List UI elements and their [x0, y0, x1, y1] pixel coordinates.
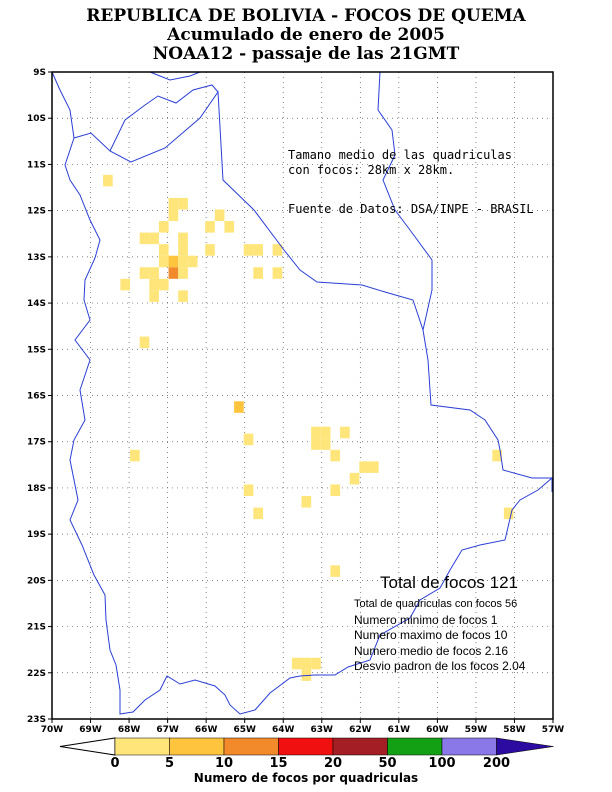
- fire-cell: [149, 279, 159, 291]
- fire-cell: [188, 256, 198, 268]
- lon-tick-label: 67W: [156, 725, 179, 735]
- fire-cell: [253, 267, 263, 279]
- fire-cell: [178, 233, 188, 245]
- colorbar-swatch: [388, 738, 443, 755]
- colorbar-swatch: [442, 738, 497, 755]
- colorbar-label: 0: [110, 756, 120, 771]
- data-source-note: Fuente de Datos: DSA/INPE - BRASIL: [288, 202, 534, 216]
- fire-cell: [244, 484, 254, 496]
- colorbar-label: 200: [482, 756, 511, 771]
- fire-cell: [253, 508, 263, 520]
- fire-cell: [330, 484, 340, 496]
- stats-total: Total de focos 121: [380, 573, 518, 592]
- lat-tick-label: 9S: [33, 68, 46, 78]
- fire-cell: [159, 221, 169, 233]
- lon-tick-label: 63W: [310, 725, 333, 735]
- lon-tick-label: 57W: [541, 725, 565, 735]
- fire-cell: [120, 279, 130, 291]
- lon-tick-label: 58W: [503, 725, 526, 735]
- fire-cell: [321, 438, 331, 450]
- lat-tick-label: 20S: [26, 576, 46, 587]
- fire-cell: [178, 198, 188, 210]
- stats-min: Numero minimo de focos 1: [354, 612, 498, 627]
- fire-cell: [359, 461, 369, 473]
- lat-tick-label: 11S: [26, 160, 46, 171]
- fire-cell: [178, 290, 188, 302]
- grid-size-note-line1: Tamano medio de las quadriculas: [288, 148, 512, 162]
- colorbar-swatch: [224, 738, 279, 755]
- lat-tick-label: 18S: [26, 483, 46, 494]
- fire-cell: [311, 427, 321, 439]
- stats-cells: Total de quadriculas con focos 56: [354, 598, 518, 610]
- grid-size-note-line2: con focos: 28km x 28km.: [288, 163, 455, 177]
- lat-tick-label: 21S: [26, 622, 46, 633]
- fire-cell: [159, 244, 169, 256]
- peru-brazil-border: [52, 72, 74, 138]
- fire-cell: [205, 221, 215, 233]
- fire-cell: [244, 434, 254, 446]
- fire-cell: [140, 267, 150, 279]
- map-satellite-pass: NOAA12 - passaje de las 21GMT: [152, 44, 460, 64]
- fire-cell: [234, 401, 244, 413]
- lat-tick-label: 16S: [26, 391, 46, 402]
- stats-details: [354, 597, 525, 675]
- fire-cell: [159, 256, 169, 268]
- fire-cell: [311, 438, 321, 450]
- lon-tick-label: 65W: [233, 725, 256, 735]
- fire-cell: [178, 267, 188, 279]
- colorbar-min-arrow: [60, 738, 115, 755]
- lat-tick-label: 23S: [26, 715, 46, 725]
- lat-tick-label: 19S: [26, 530, 46, 541]
- fire-cell: [178, 244, 188, 256]
- lat-tick-label: 13S: [26, 252, 46, 263]
- lon-tick-label: 60W: [426, 725, 449, 735]
- lat-tick-label: 14S: [26, 299, 46, 310]
- colorbar-label: 10: [214, 756, 234, 771]
- colorbar-swatch: [170, 738, 225, 755]
- colorbar-label: 50: [378, 756, 397, 771]
- colorbar-label: 5: [164, 756, 175, 771]
- colorbar-swatch: [115, 738, 170, 755]
- fire-cell: [169, 209, 179, 221]
- fire-cell: [350, 473, 360, 485]
- colorbar-swatch: [333, 738, 388, 755]
- lon-tick-label: 69W: [79, 725, 102, 735]
- lon-tick-label: 61W: [387, 725, 411, 735]
- fire-cell: [178, 256, 188, 268]
- fire-cell: [205, 244, 215, 256]
- lat-tick-label: 15S: [26, 345, 46, 356]
- fire-cell: [369, 461, 379, 473]
- fire-cell: [302, 658, 312, 670]
- fire-cell: [159, 279, 169, 291]
- lon-tick-label: 64W: [272, 725, 295, 735]
- fire-cell: [273, 267, 283, 279]
- fire-cell: [224, 221, 234, 233]
- lat-tick-label: 17S: [26, 437, 46, 448]
- colorbar-label: 15: [269, 756, 288, 771]
- fire-cell: [340, 427, 350, 439]
- map-title: REPUBLICA DE BOLIVIA - FOCOS DE QUEMA: [86, 6, 526, 26]
- stats-max: Numero maximo de focos 10: [354, 628, 508, 642]
- stats-stddev: Desvio padron de los focos 2.04: [354, 659, 526, 673]
- fire-cell: [244, 244, 254, 256]
- lon-tick-label: 59W: [464, 725, 488, 735]
- fire-cell: [149, 233, 159, 245]
- lon-tick-label: 62W: [349, 725, 372, 735]
- colorbar-swatch: [279, 738, 334, 755]
- colorbar-label: 20: [323, 756, 343, 771]
- stats-mean: Numero medio de focos 2.16: [354, 643, 509, 658]
- madeira-river: [378, 72, 432, 330]
- lon-tick-label: 68W: [117, 725, 141, 735]
- colorbar-title: Numero de focos por quadriculas: [193, 771, 419, 785]
- fire-cell: [215, 209, 225, 221]
- fire-cell: [169, 256, 179, 268]
- map-subtitle: Acumulado de enero de 2005: [167, 25, 445, 45]
- fire-cell: [130, 450, 140, 462]
- lat-tick-label: 22S: [26, 668, 46, 679]
- fire-cell: [149, 267, 159, 279]
- lat-tick-label: 12S: [26, 206, 46, 217]
- fire-cell: [253, 244, 263, 256]
- fire-cell: [321, 427, 331, 439]
- stats-block: [380, 573, 518, 593]
- colorbar-label: 100: [428, 756, 456, 771]
- fire-cell: [140, 233, 150, 245]
- fire-cell: [149, 290, 159, 302]
- fire-cell: [292, 658, 302, 670]
- colorbar: [60, 738, 554, 755]
- lon-tick-label: 70W: [40, 725, 64, 735]
- fire-cell: [140, 337, 150, 349]
- lon-tick-label: 66W: [194, 725, 218, 735]
- brazil-north-border: [110, 85, 218, 151]
- fire-cell: [103, 175, 113, 187]
- fire-cell: [311, 658, 321, 670]
- fire-cell: [169, 198, 179, 210]
- fire-cell: [330, 450, 340, 462]
- fire-cell: [169, 267, 179, 279]
- fire-cell: [302, 496, 312, 508]
- rio-branco-line: [150, 72, 200, 80]
- colorbar-max-arrow: [497, 738, 554, 755]
- fire-cell: [330, 565, 340, 577]
- lat-tick-label: 10S: [26, 114, 46, 125]
